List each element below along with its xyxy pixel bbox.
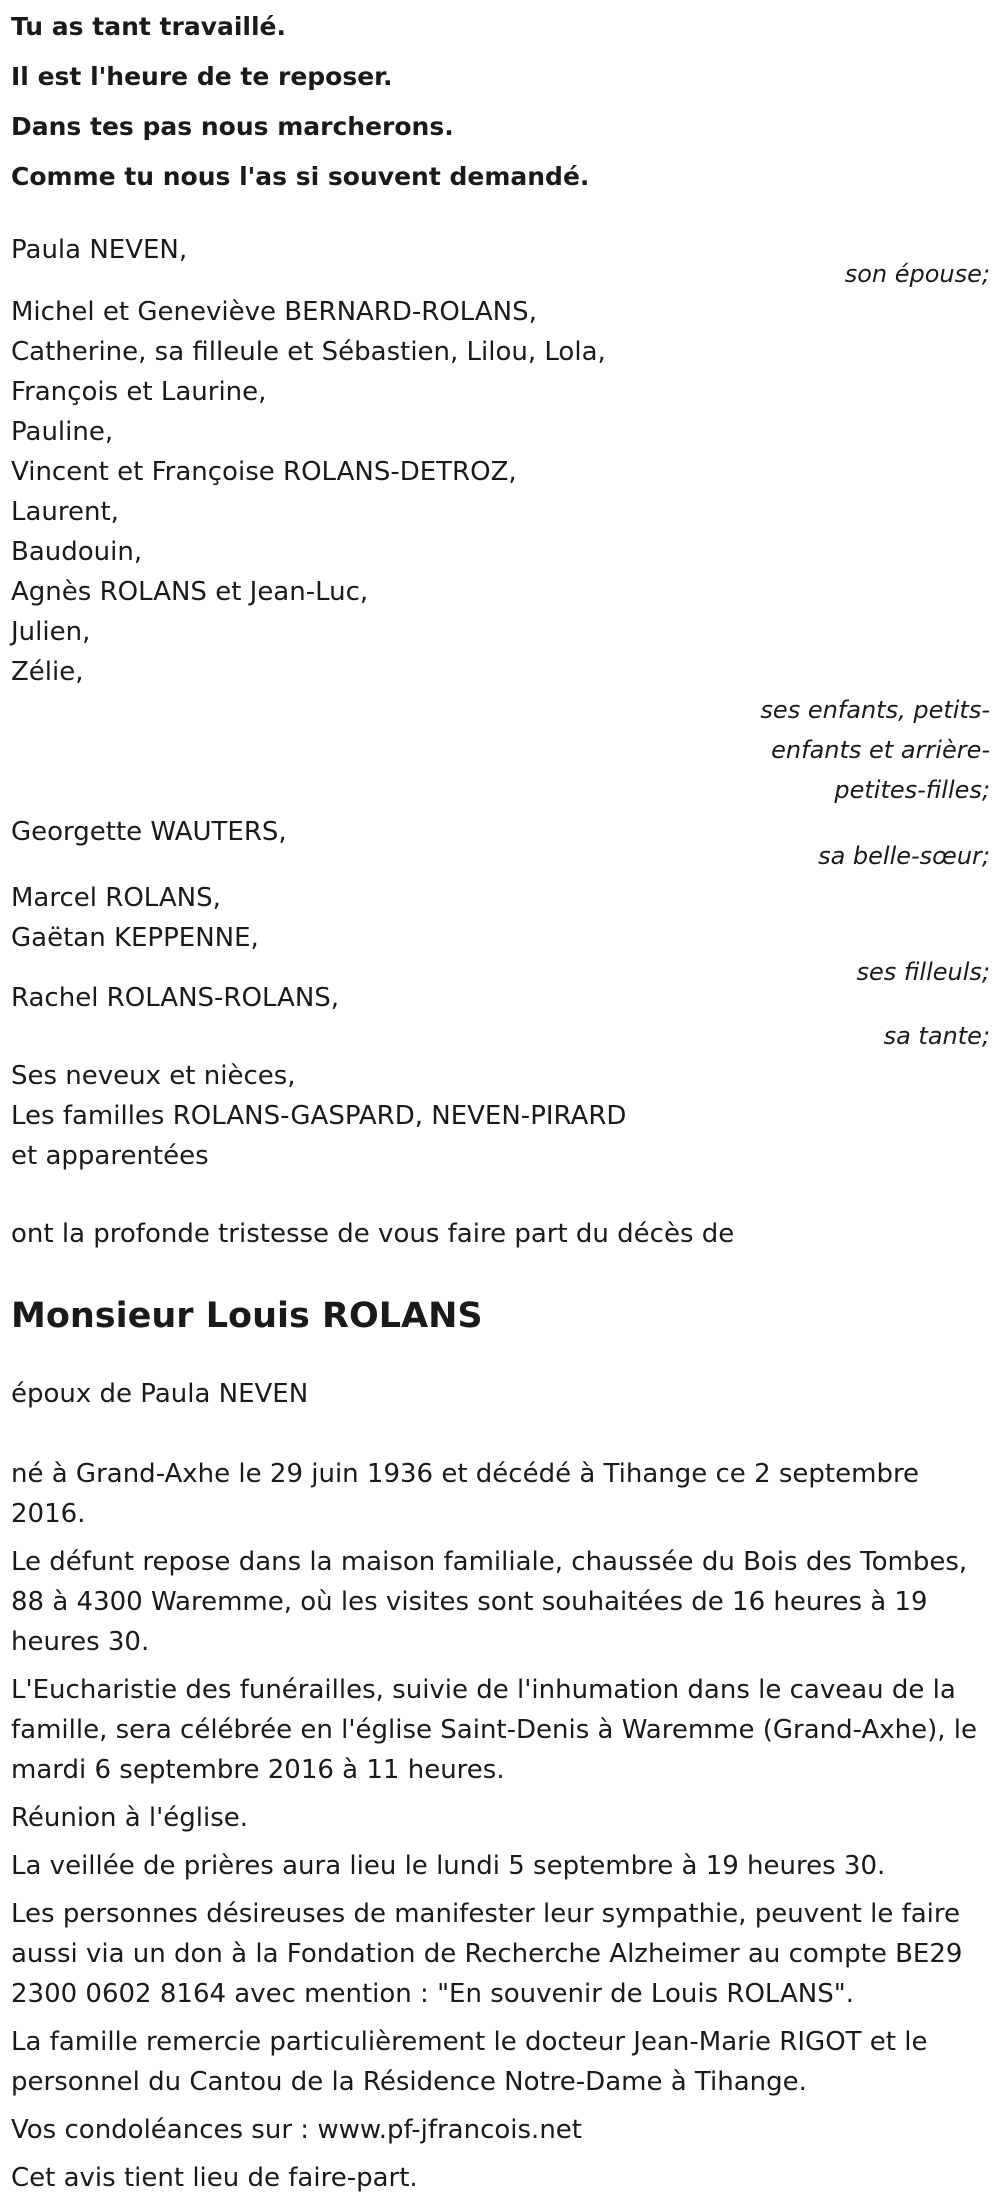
family-name: Gaëtan KEPPENNE, [11,923,259,953]
detail-paragraph-funeral: L'Eucharistie des funérailles, suivie de l'inhumation dans le caveau de la famille, sera célébrée en l'église Saint-Denis à Waremme (Grand-Axhe), le mardi 6 septembre 2016 à 11 heures. [11,1675,977,1785]
detail-paragraph-notice: Cet avis tient lieu de faire-part. [11,2163,418,2193]
relation-label: ses filleuls; [856,958,990,986]
family-name: Laurent, [11,497,119,527]
family-name: Les familles ROLANS-GASPARD, NEVEN-PIRARD [11,1101,627,1131]
family-group-aunt [11,978,990,1056]
family-name: Paula NEVEN, [11,235,188,265]
family-name: Agnès ROLANS et Jean-Luc, [11,577,369,607]
family-name: Georgette WAUTERS, [11,817,287,847]
poem [11,0,990,202]
poem-line: Comme tu nous l'as si souvent demandé. [11,162,590,191]
family-name: Marcel ROLANS, [11,883,221,913]
deceased-name: Monsieur Louis ROLANS [11,1296,483,1336]
family-name: Ses neveux et nièces, [11,1061,296,1091]
detail-paragraph-donation: Les personnes désireuses de manifester leur sympathie, peuvent le faire aussi via un don à la Fondation de Recherche Alzheimer au compte BE29 2300 0602 8164 avec mention : "En souvenir de Louis ROLANS". [11,1899,963,2009]
detail-paragraph-visits: Le défunt repose dans la maison familiale, chaussée du Bois des Tombes, 88 à 4300 Waremme, où les visites sont souhaitées de 16 heures à 19 heures 30. [11,1547,968,1657]
detail-paragraph-meeting: Réunion à l'église. [11,1803,249,1833]
family-name: Michel et Geneviève BERNARD-ROLANS, [11,297,537,327]
family-name: Baudouin, [11,537,143,567]
deceased-spouse-line: époux de Paula NEVEN [11,1379,309,1409]
relation-label: sa tante; [883,1022,990,1050]
family-name: Vincent et Françoise ROLANS-DETROZ, [11,457,517,487]
family-group-children [11,292,990,810]
poem-line: Tu as tant travaillé. [11,12,287,41]
detail-paragraph-condolences: Vos condoléances sur : www.pf-jfrancois.net [11,2115,582,2145]
relation-label: ses enfants, petits- enfants et arrière- petites-filles; [760,696,990,804]
family-name: Catherine, sa filleule et Sébastien, Lilou, Lola, [11,337,606,367]
detail-paragraph-birth-death: né à Grand-Axhe le 29 juin 1936 et décédé à Tihange ce 2 septembre 2016. [11,1459,920,1529]
relation-label: sa belle-sœur; [818,842,990,870]
family-name: Zélie, [11,657,84,687]
announcement: ont la profonde tristesse de vous faire part du décès de [11,1219,735,1249]
family-name: Pauline, [11,417,114,447]
family-group-sister-in-law [11,812,990,876]
detail-paragraph-thanks: La famille remercie particulièrement le docteur Jean-Marie RIGOT et le personnel du Cantou de la Résidence Notre-Dame à Tihange. [11,2027,928,2097]
relation-label: son épouse; [844,260,990,288]
detail-paragraph-vigil: La veillée de prières aura lieu le lundi 5 septembre à 19 heures 30. [11,1851,886,1881]
family-group-others [11,1056,990,1176]
family-group-spouse [11,230,990,294]
poem-line: Il est l'heure de te reposer. [11,62,393,91]
family-name: Rachel ROLANS-ROLANS, [11,983,340,1013]
family-name: et apparentées [11,1141,209,1171]
family-group-godchildren [11,878,990,992]
family-name: Julien, [11,617,91,647]
poem-line: Dans tes pas nous marcherons. [11,112,454,141]
family-name: François et Laurine, [11,377,267,407]
details [11,1454,990,2198]
